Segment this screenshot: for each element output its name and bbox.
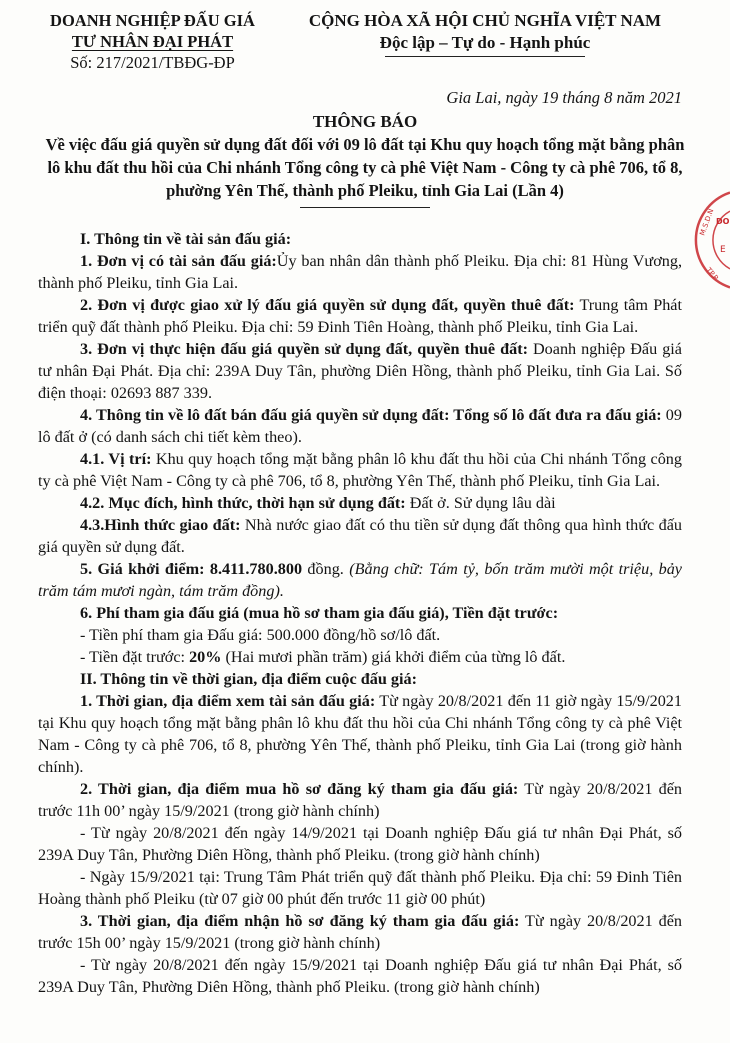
paragraph-text: - Tiền phí tham gia Đấu giá: 500.000 đồng/hồ sơ/lô đất. (80, 626, 441, 644)
paragraph (38, 448, 682, 492)
paragraph-text: - Ngày 15/9/2021 tại: Trung Tâm Phát triển quỹ đất thành phố Pleiku. Địa chỉ: 59 Đinh Tiên Hoàng thành phố Pleiku (từ 07 giờ 00 phút đến trước 11 giờ 00 phút) (38, 868, 682, 908)
issuer-block (20, 10, 285, 73)
paragraph-heading: 1. Thời gian, địa điểm xem tài sản đấu giá: (80, 692, 376, 710)
paragraph (38, 646, 682, 668)
paragraph (38, 338, 682, 404)
red-seal-stamp (688, 188, 730, 292)
paragraph-text: Nhà nước giao đất có thu tiền sử dụng đất thông qua hình thức đấu giá quyền sử dụng đất. (38, 516, 682, 556)
paragraph-italic: (Bằng chữ: Tám tỷ, bốn trăm mười một triệu, bảy trăm tám mươi ngàn, tám trăm đồng). (38, 560, 682, 600)
paragraph-text: Ủy ban nhân dân thành phố Pleiku. Địa chỉ: 81 Hùng Vương, thành phố Pleiku, tỉnh Gia Lai. (38, 252, 682, 292)
issuer-name-line1: DOANH NGHIỆP ĐẤU GIÁ (50, 11, 255, 30)
svg-text:TP.P: TP.P (704, 266, 720, 282)
paragraph (38, 778, 682, 822)
svg-text:DO: DO (716, 217, 730, 226)
notice-body (38, 228, 682, 998)
paragraph-text: - Tiền đặt trước: (80, 648, 190, 666)
svg-text:E: E (720, 245, 726, 255)
motto: Độc lập – Tự do - Hạnh phúc (379, 33, 591, 52)
country-name: CỘNG HÒA XÃ HỘI CHỦ NGHĨA VIỆT NAM (308, 11, 662, 30)
paragraph-text: Từ ngày 20/8/2021 đến trước 11h 00’ ngày 15/9/2021 (trong giờ hành chính) (38, 780, 683, 820)
paragraph-heading: II. Thông tin về thời gian, địa điểm cuộc đấu giá: (80, 670, 417, 688)
paragraph-heading: 3. Thời gian, địa điểm nhận hồ sơ đăng ký tham gia đấu giá: (80, 912, 520, 930)
paragraph (38, 492, 682, 514)
national-header (280, 10, 690, 57)
paragraph (38, 404, 682, 448)
paragraph-heading: 4.1. Vị trí: (80, 450, 152, 468)
svg-text:M.S.D.N: M.S.D.N (698, 207, 716, 237)
issuer-name-line2: TƯ NHÂN ĐẠI PHÁT (71, 32, 234, 51)
paragraph-heading: 4.3.Hình thức giao đất: (80, 516, 241, 534)
paragraph-text: - Từ ngày 20/8/2021 đến ngày 15/9/2021 tại Doanh nghiệp Đấu giá tư nhân Đại Phát, số 239A Duy Tân, Phường Diên Hồng, thành phố Pleiku. (trong giờ hành chính) (38, 956, 682, 996)
paragraph (38, 602, 682, 624)
paragraph (38, 822, 682, 866)
notice-title (30, 110, 700, 208)
paragraph-emphasis: 20% (189, 648, 222, 666)
paragraph-text: Từ ngày 20/8/2021 đến 11 giờ ngày 15/9/2021 tại Khu quy hoạch tổng mặt bằng phân lô khu đất thu hồi của Chi nhánh Tổng công ty cà phê Việt Nam - Công ty cà phê 706, tổ 8, phường Yên Thế, thành phố Pleiku, tỉnh Gia Lai (trong giờ hành chính). (38, 692, 682, 776)
paragraph (38, 910, 682, 954)
paragraph-text: - Từ ngày 20/8/2021 đến ngày 14/9/2021 tại Doanh nghiệp Đấu giá tư nhân Đại Phát, số 239A Duy Tân, Phường Diên Hồng, thành phố Pleiku. (trong giờ hành chính) (38, 824, 682, 864)
paragraph-heading: I. Thông tin về tài sản đấu giá: (80, 230, 292, 248)
paragraph-text: (Hai mươi phần trăm) giá khởi điểm của từng lô đất. (221, 648, 566, 666)
paragraph-heading: 4.2. Mục đích, hình thức, thời hạn sử dụng đất: (80, 494, 406, 512)
paragraph-text: Khu quy hoạch tổng mặt bằng phân lô khu đất thu hồi của Chi nhánh Tổng công ty cà phê Việt Nam - Công ty cà phê 706, tổ 8, phường Yên Thế, thành phố Pleiku, tỉnh Gia Lai. (38, 450, 682, 490)
paragraph-heading: 2. Thời gian, địa điểm mua hồ sơ đăng ký tham gia đấu giá: (80, 780, 519, 798)
paragraph (38, 690, 682, 778)
paragraph (38, 558, 682, 602)
paragraph (38, 624, 682, 646)
paragraph (38, 668, 682, 690)
title-divider (300, 207, 430, 208)
notice-subject: Về việc đấu giá quyền sử dụng đất đối với 09 lô đất tại Khu quy hoạch tổng mặt bằng phân lô khu đất thu hồi của Chi nhánh Tổng công ty cà phê Việt Nam - Công ty cà phê 706, tổ 8, phường Yên Thế, thành phố Pleiku, tỉnh Gia Lai (Lần 4) (45, 135, 685, 200)
paragraph-heading: 6. Phí tham gia đấu giá (mua hồ sơ tham gia đấu giá), Tiền đặt trước: (80, 604, 559, 622)
paragraph-heading: 5. Giá khởi điểm: 8.411.780.800 (80, 560, 303, 578)
paragraph (38, 866, 682, 910)
paragraph (38, 250, 682, 294)
paragraph-text: Từ ngày 20/8/2021 đến trước 15h 00’ ngày 15/9/2021 (trong giờ hành chính) (38, 912, 683, 952)
paragraph-text: Trung tâm Phát triển quỹ đất thành phố Pleiku. Địa chỉ: 59 Đinh Tiên Hoàng, thành phố Pleiku, tỉnh Gia Lai. (38, 296, 682, 336)
paragraph (38, 514, 682, 558)
paragraph (38, 294, 682, 338)
paragraph (38, 228, 682, 250)
paragraph-text: đồng. (302, 560, 350, 578)
paragraph-text: Đất ở. Sử dụng lâu dài (405, 494, 556, 512)
paragraph (38, 954, 682, 998)
paragraph-text: Doanh nghiệp Đấu giá tư nhân Đại Phát. Địa chỉ: 239A Duy Tân, phường Diên Hồng, thành phố Pleiku, tỉnh Gia Lai. Số điện thoại: 02693 887 339. (38, 340, 682, 402)
notice-heading: THÔNG BÁO (312, 112, 418, 131)
paragraph-heading: 1. Đơn vị có tài sản đấu giá: (80, 252, 277, 270)
paragraph-heading: 2. Đơn vị được giao xử lý đấu giá quyền sử dụng đất, quyền thuê đất: (80, 296, 575, 314)
motto-underline (385, 56, 585, 57)
paragraph-heading: 3. Đơn vị thực hiện đấu giá quyền sử dụng đất, quyền thuê đất: (80, 340, 528, 358)
document-date: Gia Lai, ngày 19 tháng 8 năm 2021 (446, 88, 682, 107)
paragraph-heading: 4. Thông tin về lô đất bán đấu giá quyền sử dụng đất: Tổng số lô đất đưa ra đấu giá: (80, 406, 662, 424)
paragraph-text: 09 lô đất ở (có danh sách chi tiết kèm theo). (38, 406, 682, 446)
document-number: Số: 217/2021/TBĐG-ĐP (70, 53, 235, 72)
